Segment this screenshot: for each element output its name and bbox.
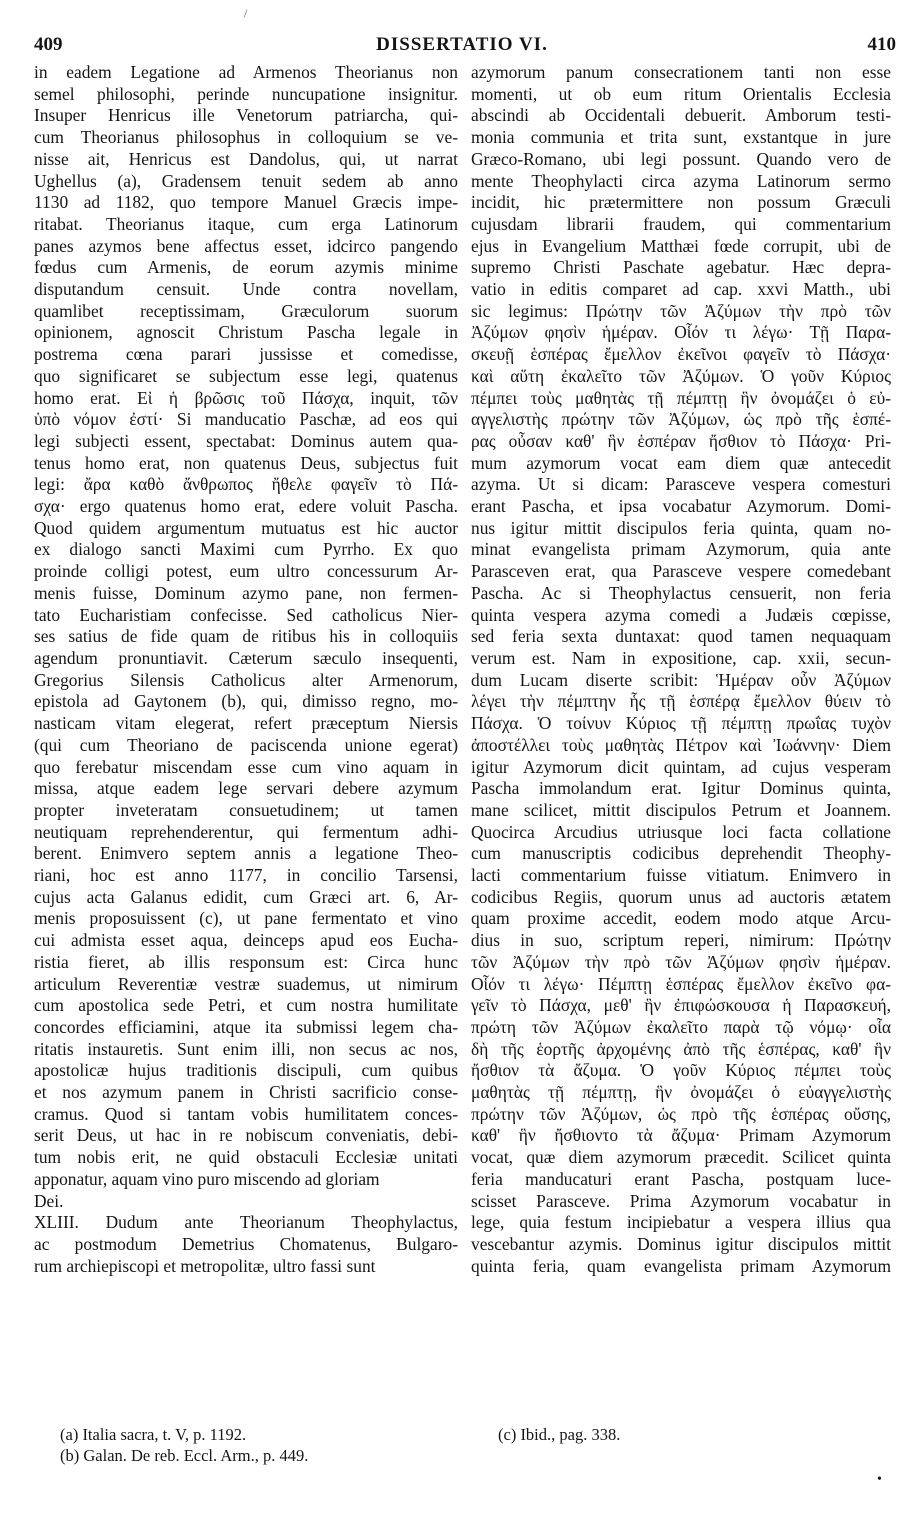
text-line: epistola ad Gaytonem (b), qui, dimisso regno, mo- xyxy=(34,691,458,712)
text-line: menis proposuissent (c), ut pane fermentato et vino xyxy=(34,908,458,929)
text-line: Græco-Romano, ubi legi possunt. Quando vero de xyxy=(471,148,891,169)
text-line: proinde colligi potest, eum ultro concessurum Ar- xyxy=(34,561,458,582)
text-line: semel philosophi, perinde nuncupatione insignitur. xyxy=(34,83,458,104)
text-line: tum nobis erit, ne quid obstaculi Ecclesiæ unitati xyxy=(34,1147,458,1168)
text-line: agendum pronuntiavit. Cæterum sæculo insequenti, xyxy=(34,647,458,668)
text-line: tenus homo erat, non quatenus Deus, subjectus fuit xyxy=(34,452,458,473)
page-number-left: 409 xyxy=(34,34,63,55)
text-line: in eadem Legatione ad Armenos Theorianus non xyxy=(34,62,458,82)
text-line: incidit, hic prætermittere non possum Græculi xyxy=(471,192,891,213)
text-line: sed feria sexta duntaxat: quod tamen nequaquam xyxy=(471,626,891,647)
text-line: Gregorius Silensis Catholicus alter Armenorum, xyxy=(34,669,458,690)
text-line: missa, atque eadem lege servari debere azymum xyxy=(34,778,458,799)
footnotes-right xyxy=(498,1424,878,1445)
text-line: ejus in Evangelium Matthæi fœde corrupit, ubi de xyxy=(471,235,891,256)
text-line: disputandum censuit. Unde contra novellam, xyxy=(34,279,458,300)
text-line: legi: ἄρα καθὸ ἄνθρωπος ἤθελε φαγεῖν τὸ Πά- xyxy=(34,474,458,495)
text-line: erant Pascha, et ipsa vocabatur Azymorum. Domi- xyxy=(471,496,891,517)
text-line: propter inveteratam consuetudinem; ut tamen xyxy=(34,799,458,820)
text-line: quinta vespera azyma comedi a Judæis cœpisse, xyxy=(471,604,891,625)
text-line: αγγελιστὴς πρώτην τῶν Ἀζύμων, ὡς πρὸ τῆς ἑσπέ- xyxy=(471,409,891,430)
footnote: (a) Italia sacra, t. V, p. 1192. xyxy=(60,1425,247,1444)
text-line: abscindi ab Occidentali debuerit. Amborum testi- xyxy=(471,105,891,126)
text-line: cui admista esset aqua, deinceps apud eos Eucha- xyxy=(34,930,458,951)
text-line: articulum Reverentiæ vestræ suademus, ut nimirum xyxy=(34,973,458,994)
text-line: Quod quidem argumentum mutuatus est hic auctor xyxy=(34,517,458,538)
footnotes-left xyxy=(60,1424,440,1466)
text-line: serit Deus, ut hac in re nobiscum conveniatis, debi- xyxy=(34,1125,458,1146)
text-line: tato Eucharistiam confecisse. Sed catholicus Nier- xyxy=(34,604,458,625)
text-line: azymorum panum consecrationem tanti non esse xyxy=(471,62,891,82)
text-line: panes azymos bene affectus esset, idcirco pangendo xyxy=(34,235,458,256)
text-line: apostolicæ hujus traditionis discipuli, cum quibus xyxy=(34,1060,458,1081)
text-line: λέγει τὴν πέμπτην ἧς τῇ ἑσπέρᾳ ἔμελλον θύειν τὸ xyxy=(471,691,891,712)
footnote: (c) Ibid., pag. 338. xyxy=(498,1425,621,1444)
text-line: ρας οὖσαν καθ' ἣν ἑσπέραν ἤσθιον τὸ Πάσχα· Pri- xyxy=(471,430,891,451)
text-line: ὑπὸ νόμον ἐστί· Si manducatio Paschæ, ad eos qui xyxy=(34,409,458,430)
text-line: cujusdam librarii fraudem, qui commentarium xyxy=(471,213,891,234)
text-line: mente Theophylacti circa azyma Latinorum sermo xyxy=(471,170,891,191)
text-line: apponatur, aquam vino puro miscendo ad gloriam xyxy=(34,1168,380,1189)
text-line: neutiquam reprehenderentur, qui fermentum adhi- xyxy=(34,821,458,842)
text-line: codicibus Regiis, quorum unus ad auctoris ætatem xyxy=(471,886,891,907)
text-line: nisse ait, Henricus est Dandolus, qui, ut narrat xyxy=(34,148,458,169)
text-line: berent. Enimvero septem annis a legatione Theo- xyxy=(34,843,458,864)
text-line: cum Theorianus philosophus in colloquium se ve- xyxy=(34,127,458,148)
running-title: DISSERTATIO VI. xyxy=(376,34,548,55)
text-line: πέμπει τοὺς μαθητὰς τῇ πέμπτῃ ἣν ὀνομάζει ὁ εὐ- xyxy=(471,387,891,408)
text-line: Pascha immolandum erat. Igitur Dominus quinta, xyxy=(471,778,891,799)
text-line: cum manuscriptis codicibus deprehendit Theophy- xyxy=(471,843,891,864)
text-line: quamlibet receptissimam, Græculorum suorum xyxy=(34,300,458,321)
text-line: vocat, quæ diem azymorum præcedit. Scilicet quinta xyxy=(471,1147,891,1168)
text-line: ritabat. Theorianus itaque, cum erga Latinorum xyxy=(34,213,458,234)
text-line: momenti, ut ob eum ritum Orientalis Ecclesia xyxy=(471,83,891,104)
text-line: quinta feria, quam evangelista primam Azymorum xyxy=(471,1255,891,1276)
page-number-right: 410 xyxy=(867,34,896,55)
text-line: Οἷόν τι λέγω· Πέμπτῃ ἑσπέρας ἔμελλον ἐκεῖνο φα- xyxy=(471,973,891,994)
text-line: mane scilicet, mittit discipulos Petrum et Joannem. xyxy=(471,799,891,820)
text-line: cujus acta Galanus edidit, cum Græci art. 6, Ar- xyxy=(34,886,458,907)
text-line: μαθητὰς τῇ πέμπτῃ, ἣν ὀνομάζει ὁ εὐαγγελιστὴς xyxy=(471,1082,891,1103)
text-line: σχα· ergo quatenus homo erat, edere voluit Pascha. xyxy=(34,496,458,517)
text-line: σκευῇ ἑσπέρας ἔμελλον ἐκεῖνοι φαγεῖν τὸ Πάσχα· xyxy=(471,344,891,365)
text-line: legi subjecti essent, spectabat: Dominus autem qua- xyxy=(34,430,458,451)
text-line: γεῖν τὸ Πάσχα, μεθ' ἣν ἐπιφώσκουσα ἡ Παρασκευή, xyxy=(471,995,891,1016)
text-line: Parasceven erat, qua Parasceve vespere comedebant xyxy=(471,561,891,582)
text-line: 1130 ad 1182, quo tempore Manuel Græcis impe- xyxy=(34,192,458,213)
text-line: dum Lucam diserte scribit: Ἡμέραν οὖν Ἀζύμων xyxy=(471,669,891,690)
text-line: Dei. xyxy=(34,1190,64,1211)
text-line: καὶ αὕτη ἐκαλεῖτο τῶν Ἀζύμων. Ὁ γοῦν Κύριος xyxy=(471,365,891,386)
text-line: menis fuisse, Dominum azymo pane, non fermen- xyxy=(34,582,458,603)
text-line: Ughellus (a), Gradensem tenuit sedem ab anno xyxy=(34,170,458,191)
print-dot: • xyxy=(877,1472,882,1487)
text-line: minat evangelista primam Azymorum, quia ante xyxy=(471,539,891,560)
text-line: verum est. Nam in expositione, cap. xxii, secun- xyxy=(471,647,891,668)
text-line: ex dialogo sancti Maximi cum Pyrrho. Ex quo xyxy=(34,539,458,560)
text-line: Πάσχα. Ὁ τοίνυν Κύριος τῇ πέμπτῃ πρωΐας τυχὸν xyxy=(471,713,891,734)
text-line: supremo Christi Paschate agebatur. Hæc depra- xyxy=(471,257,891,278)
text-line: XLIII. Dudum ante Theorianum Theophylactus, xyxy=(34,1212,458,1233)
text-line: feria manducaturi erant Pascha, postquam luce- xyxy=(471,1168,891,1189)
text-line: ses satius de fide quam de ritibus his in colloquiis xyxy=(34,626,458,647)
text-line: Ἀζύμων φησὶν ἡμέραν. Οἷόν τι λέγω· Τῇ Παρα- xyxy=(471,322,891,343)
text-line: opinionem, agnoscit Christum Pascha legale in xyxy=(34,322,458,343)
text-line: lege, quia festum incipiebatur a vespera illius qua xyxy=(471,1212,891,1233)
text-line: πρώτην τῶν Ἀζύμων, ὡς πρὸ τῆς ἑσπέρας οὔσης, xyxy=(471,1103,891,1124)
text-line: ac postmodum Demetrius Chomatenus, Bulgaro- xyxy=(34,1233,458,1254)
text-line: riani, hoc est anno 1177, in concilio Tarsensi, xyxy=(34,865,458,886)
text-line: πρώτη τῶν Ἀζύμων ἐκαλεῖτο παρὰ τῷ νόμῳ· οἷα xyxy=(471,1016,891,1037)
text-line: azyma. Ut si dicam: Parasceve vespera comesturi xyxy=(471,474,891,495)
text-line: ristia fieret, ab illis responsum est: Circa hunc xyxy=(34,951,458,972)
text-line: concordes efficiamini, atque ita submissi legem cha- xyxy=(34,1016,458,1037)
text-line: mum azymorum vocat eam diem quæ antecedit xyxy=(471,452,891,473)
text-line: cum apostolica sede Petri, et cum nostra humilitate xyxy=(34,995,458,1016)
left-text-column xyxy=(34,62,458,1362)
text-line: igitur Azymorum dicit quintam, ad cujus vesperam xyxy=(471,756,891,777)
text-line: quam proxime accedit, eodem modo atque Arcu- xyxy=(471,908,891,929)
text-line: ἀποστέλλει τοὺς μαθητὰς Πέτρον καὶ Ἰωάννην· Diem xyxy=(471,734,891,755)
text-line: vatio in editis comparet ad cap. xxvi Matth., ubi xyxy=(471,279,891,300)
text-line: scisset Parasceve. Prima Azymorum vocabatur in xyxy=(471,1190,891,1211)
text-line: fœdus cum Armenis, de eorum azymis minime xyxy=(34,257,458,278)
text-line: ἤσθιον τὰ ἄζυμα. Ὁ γοῦν Κύριος πέμπει τοὺς xyxy=(471,1060,891,1081)
text-line: rum archiepiscopi et metropolitæ, ultro fassi sunt xyxy=(34,1255,376,1276)
text-line: postrema cœna parari jussisse et comedisse, xyxy=(34,344,458,365)
text-line: καθ' ἣν ἤσθιοντο τὰ ἄζυμα· Primam Azymorum xyxy=(471,1125,891,1146)
text-line: cramus. Quod si tantam vobis humilitatem conces- xyxy=(34,1103,458,1124)
text-line: ritatis instauretis. Sunt enim illi, non secus ac nos, xyxy=(34,1038,458,1059)
text-line: vescebantur azymis. Dominus igitur discipulos mittit xyxy=(471,1233,891,1254)
text-line: dius in suo, scriptum reperi, nimirum: Πρώτην xyxy=(471,930,891,951)
text-line: δὴ τῆς ἑορτῆς ἀρχομένης ἀπὸ τῆς ἑσπέρας, καθ' ἣν xyxy=(471,1038,891,1059)
text-line: quo ferebatur miscendam esse cum vino aquam in xyxy=(34,756,458,777)
text-line: homo erat. Εἰ ἡ βρῶσις τοῦ Πάσχα, inquit, τῶν xyxy=(34,387,458,408)
text-line: Quocirca Arcudius utriusque loci facta collatione xyxy=(471,821,891,842)
text-line: nus igitur mittit discipulos feria quinta, quam no- xyxy=(471,517,891,538)
text-line: sic legimus: Πρώτην τῶν Ἀζύμων τὴν πρὸ τῶν xyxy=(471,300,891,321)
text-line: τῶν Ἀζύμων τὴν πρὸ τῶν Ἀζύμων φησὶν ἡμέραν. xyxy=(471,951,891,972)
text-line: nasticam vitam elegerat, refert præceptum Niersis xyxy=(34,713,458,734)
text-line: lacti commentarium fuisse vitiatum. Enimvero in xyxy=(471,865,891,886)
text-line: monia communia et trita sunt, exstantque in jure xyxy=(471,127,891,148)
print-speck: / xyxy=(244,6,248,20)
text-line: Pascha. Ac si Theophylactus censuerit, non feria xyxy=(471,582,891,603)
text-line: quo significaret se subjectum esse legi, quatenus xyxy=(34,365,458,386)
text-line: (qui cum Theoriano de paciscenda unione egerat) xyxy=(34,734,458,755)
right-text-column xyxy=(471,62,891,1362)
text-line: et nos azymum panem in Christi sacrificio conse- xyxy=(34,1082,458,1103)
text-line: Insuper Henricus ille Venetorum patriarcha, qui- xyxy=(34,105,458,126)
footnote: (b) Galan. De reb. Eccl. Arm., p. 449. xyxy=(60,1446,309,1465)
